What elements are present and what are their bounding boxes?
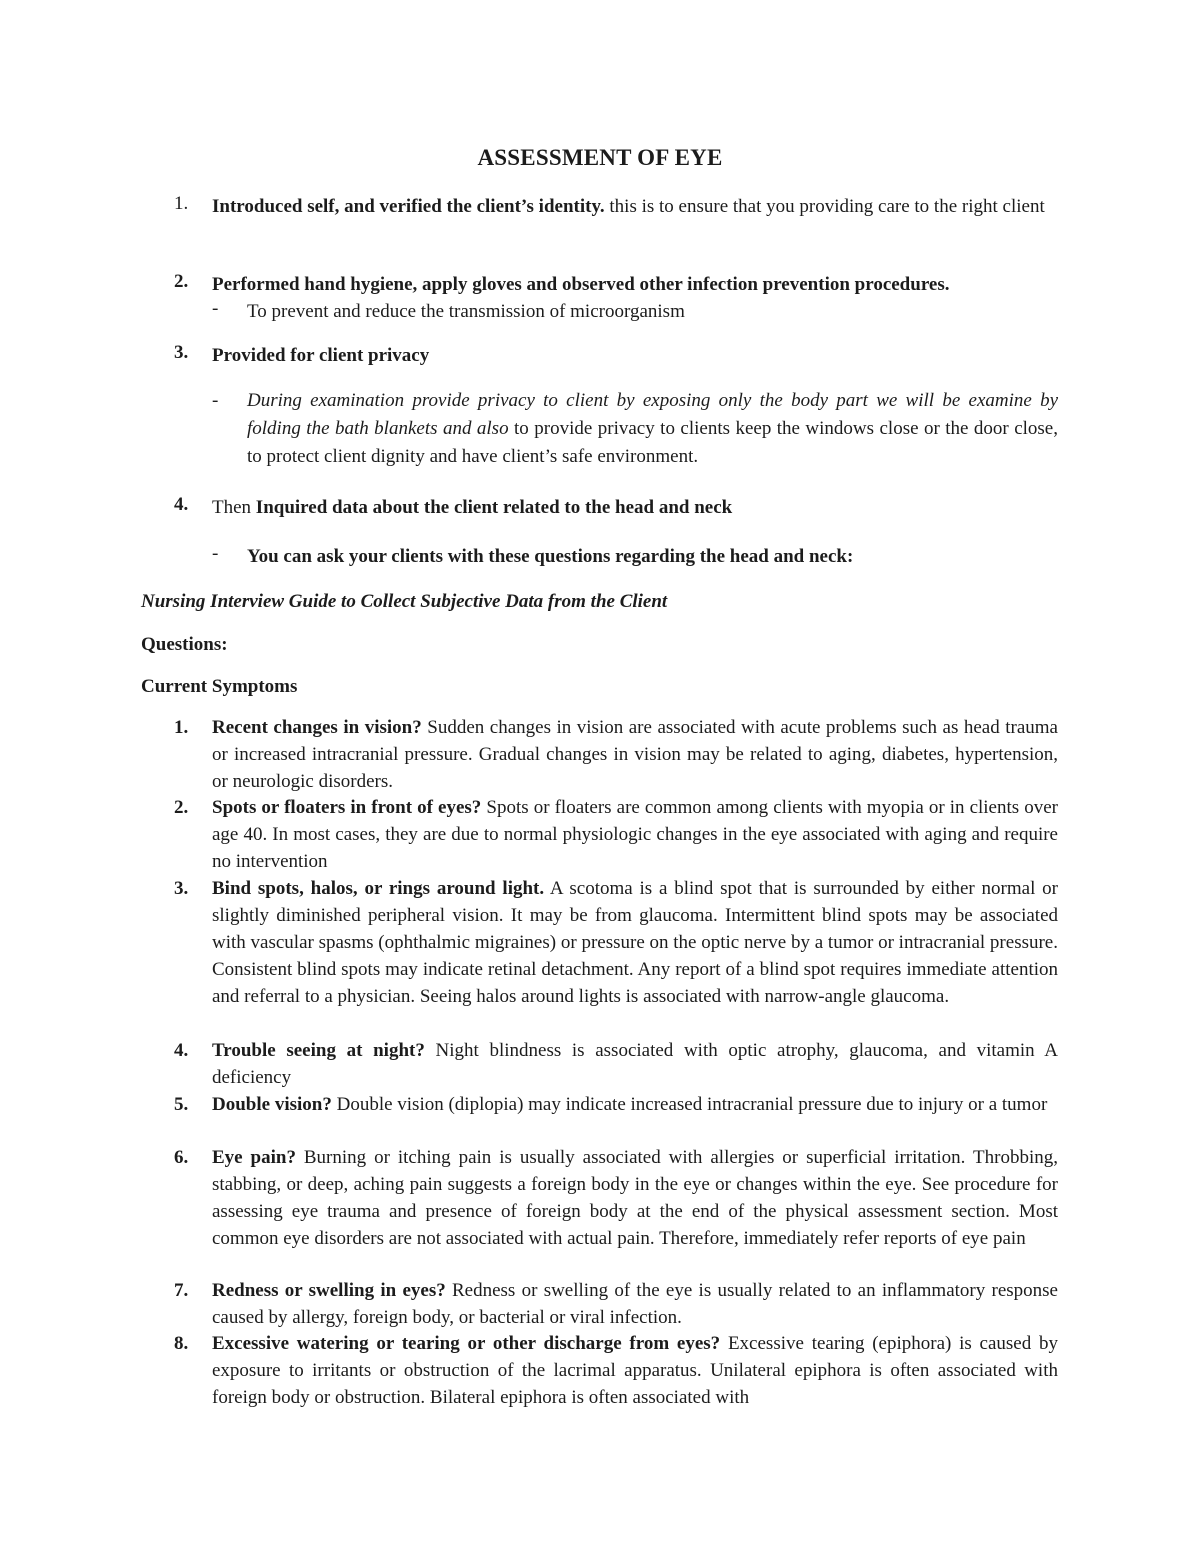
symptom-2 bbox=[212, 794, 1058, 875]
symptom-7-number: 7. bbox=[174, 1280, 189, 1301]
symptom-4-answer: Night blindness is associated with optic atrophy, glaucoma, and vitamin A deficiency bbox=[212, 1040, 1058, 1088]
step-4-number: 4. bbox=[174, 494, 189, 515]
symptom-7-question: Redness or swelling in eyes? bbox=[212, 1280, 446, 1301]
symptom-8-answer: Excessive tearing (epiphora) is caused by exposure to irritants or obstruction of the lacrimal apparatus. Unilateral epiphora is often associated with foreign body or obstruction. Bilateral epiphora is often associated with bbox=[212, 1333, 1059, 1408]
symptom-6-answer: Burning or itching pain is usually associated with allergies or superficial irritation. Throbbing, stabbing, or deep, aching pain suggests a foreign body in the eye or changes within the eye. See procedure for assessing eye trauma and presence of foreign body at the end of the physical assessment section. Most common eye disorders are not associated with actual pain. Therefore, immediately refer reports of eye pain bbox=[212, 1147, 1058, 1249]
symptom-4-number: 4. bbox=[174, 1040, 189, 1061]
interview-guide-title: Nursing Interview Guide to Collect Subjective Data from the Client bbox=[141, 591, 668, 612]
step-1 bbox=[212, 193, 1058, 220]
symptom-5 bbox=[212, 1091, 1058, 1118]
questions-label: Questions: bbox=[141, 634, 228, 655]
symptom-8-question: Excessive watering or tearing or other discharge from eyes? bbox=[212, 1333, 721, 1354]
symptom-8 bbox=[212, 1330, 1058, 1411]
symptom-6 bbox=[212, 1144, 1058, 1252]
symptom-2-answer: Spots or floaters are common among clients with myopia or in clients over age 40. In most cases, they are due to normal physiologic changes in the eye associated with aging and require no intervention bbox=[212, 797, 1058, 872]
step-3-heading: Provided for client privacy bbox=[212, 345, 430, 366]
symptom-3-answer: A scotoma is a blind spot that is surrounded by either normal or slightly diminished peripheral vision. It may be from glaucoma. Intermittent blind spots may be associated with vascular spasms (ophthalmic migraines) or pressure on the optic nerve by a tumor or intracranial pressure. Consistent blind spots may indicate retinal detachment. Any report of a blind spot requires immediate attention and referral to a physician. Seeing halos around lights is associated with narrow-angle glaucoma. bbox=[212, 878, 1059, 1007]
current-symptoms-label: Current Symptoms bbox=[141, 676, 298, 697]
step-3-dash: - bbox=[212, 390, 219, 411]
step-3-detail-rest: to provide privacy to clients keep the windows close or the door close, to protect client dignity and have client’s safe environment. bbox=[247, 418, 1058, 467]
symptom-1 bbox=[212, 714, 1058, 795]
step-2-heading: Performed hand hygiene, apply gloves and observed other infection prevention procedures. bbox=[212, 274, 950, 295]
symptom-5-number: 5. bbox=[174, 1094, 189, 1115]
step-2-detail: To prevent and reduce the transmission of microorganism bbox=[247, 301, 685, 322]
symptom-4-question: Trouble seeing at night? bbox=[212, 1040, 425, 1061]
step-4-lead: Then bbox=[212, 497, 256, 518]
step-4 bbox=[212, 494, 1058, 521]
symptom-1-answer: Sudden changes in vision are associated with acute problems such as head trauma or increased intracranial pressure. Gradual changes in vision may be related to aging, diabetes, hypertension, or neurologic disorders. bbox=[212, 717, 1058, 792]
symptom-7-answer: Redness or swelling of the eye is usually related to an inflammatory response caused by allergy, foreign body, or bacterial or viral infection. bbox=[212, 1280, 1058, 1328]
symptom-3-number: 3. bbox=[174, 878, 189, 899]
step-3-number: 3. bbox=[174, 342, 189, 363]
step-2-dash: - bbox=[212, 298, 219, 319]
step-4-detail-bold: You can ask your clients with these questions regarding the head and neck: bbox=[247, 546, 854, 567]
symptom-1-question: Recent changes in vision? bbox=[212, 717, 422, 738]
document-title: ASSESSMENT OF EYE bbox=[477, 145, 723, 170]
step-1-heading: Introduced self, and verified the client’s identity. bbox=[212, 196, 605, 217]
symptom-6-number: 6. bbox=[174, 1147, 189, 1168]
symptom-4 bbox=[212, 1037, 1058, 1091]
symptom-1-number: 1. bbox=[174, 717, 189, 738]
step-2-number: 2. bbox=[174, 271, 189, 292]
step-3-detail-italic: During examination provide privacy to client by exposing only the body part we will be examine by folding the bath blankets and also bbox=[247, 390, 1058, 439]
symptom-5-answer: Double vision (diplopia) may indicate increased intracranial pressure due to injury or a tumor bbox=[331, 1094, 1048, 1115]
symptom-3-question: Bind spots, halos, or rings around light. bbox=[212, 878, 545, 899]
symptom-6-question: Eye pain? bbox=[212, 1147, 296, 1168]
symptom-2-question: Spots or floaters in front of eyes? bbox=[212, 797, 482, 818]
symptom-7 bbox=[212, 1277, 1058, 1331]
symptom-5-question: Double vision? bbox=[212, 1094, 332, 1115]
step-4-heading: Inquired data about the client related to the head and neck bbox=[255, 497, 733, 518]
symptom-8-number: 8. bbox=[174, 1333, 189, 1354]
step-3 bbox=[212, 342, 1058, 369]
step-2 bbox=[212, 271, 1058, 298]
symptom-2-number: 2. bbox=[174, 797, 189, 818]
step-1-text: this is to ensure that you providing care to the right client bbox=[604, 196, 1045, 217]
step-4-detail bbox=[247, 543, 1058, 571]
step-4-dash: - bbox=[212, 543, 219, 564]
step-3-detail bbox=[247, 387, 1058, 471]
step-1-number: 1. bbox=[174, 193, 189, 214]
symptom-3 bbox=[212, 875, 1058, 1010]
